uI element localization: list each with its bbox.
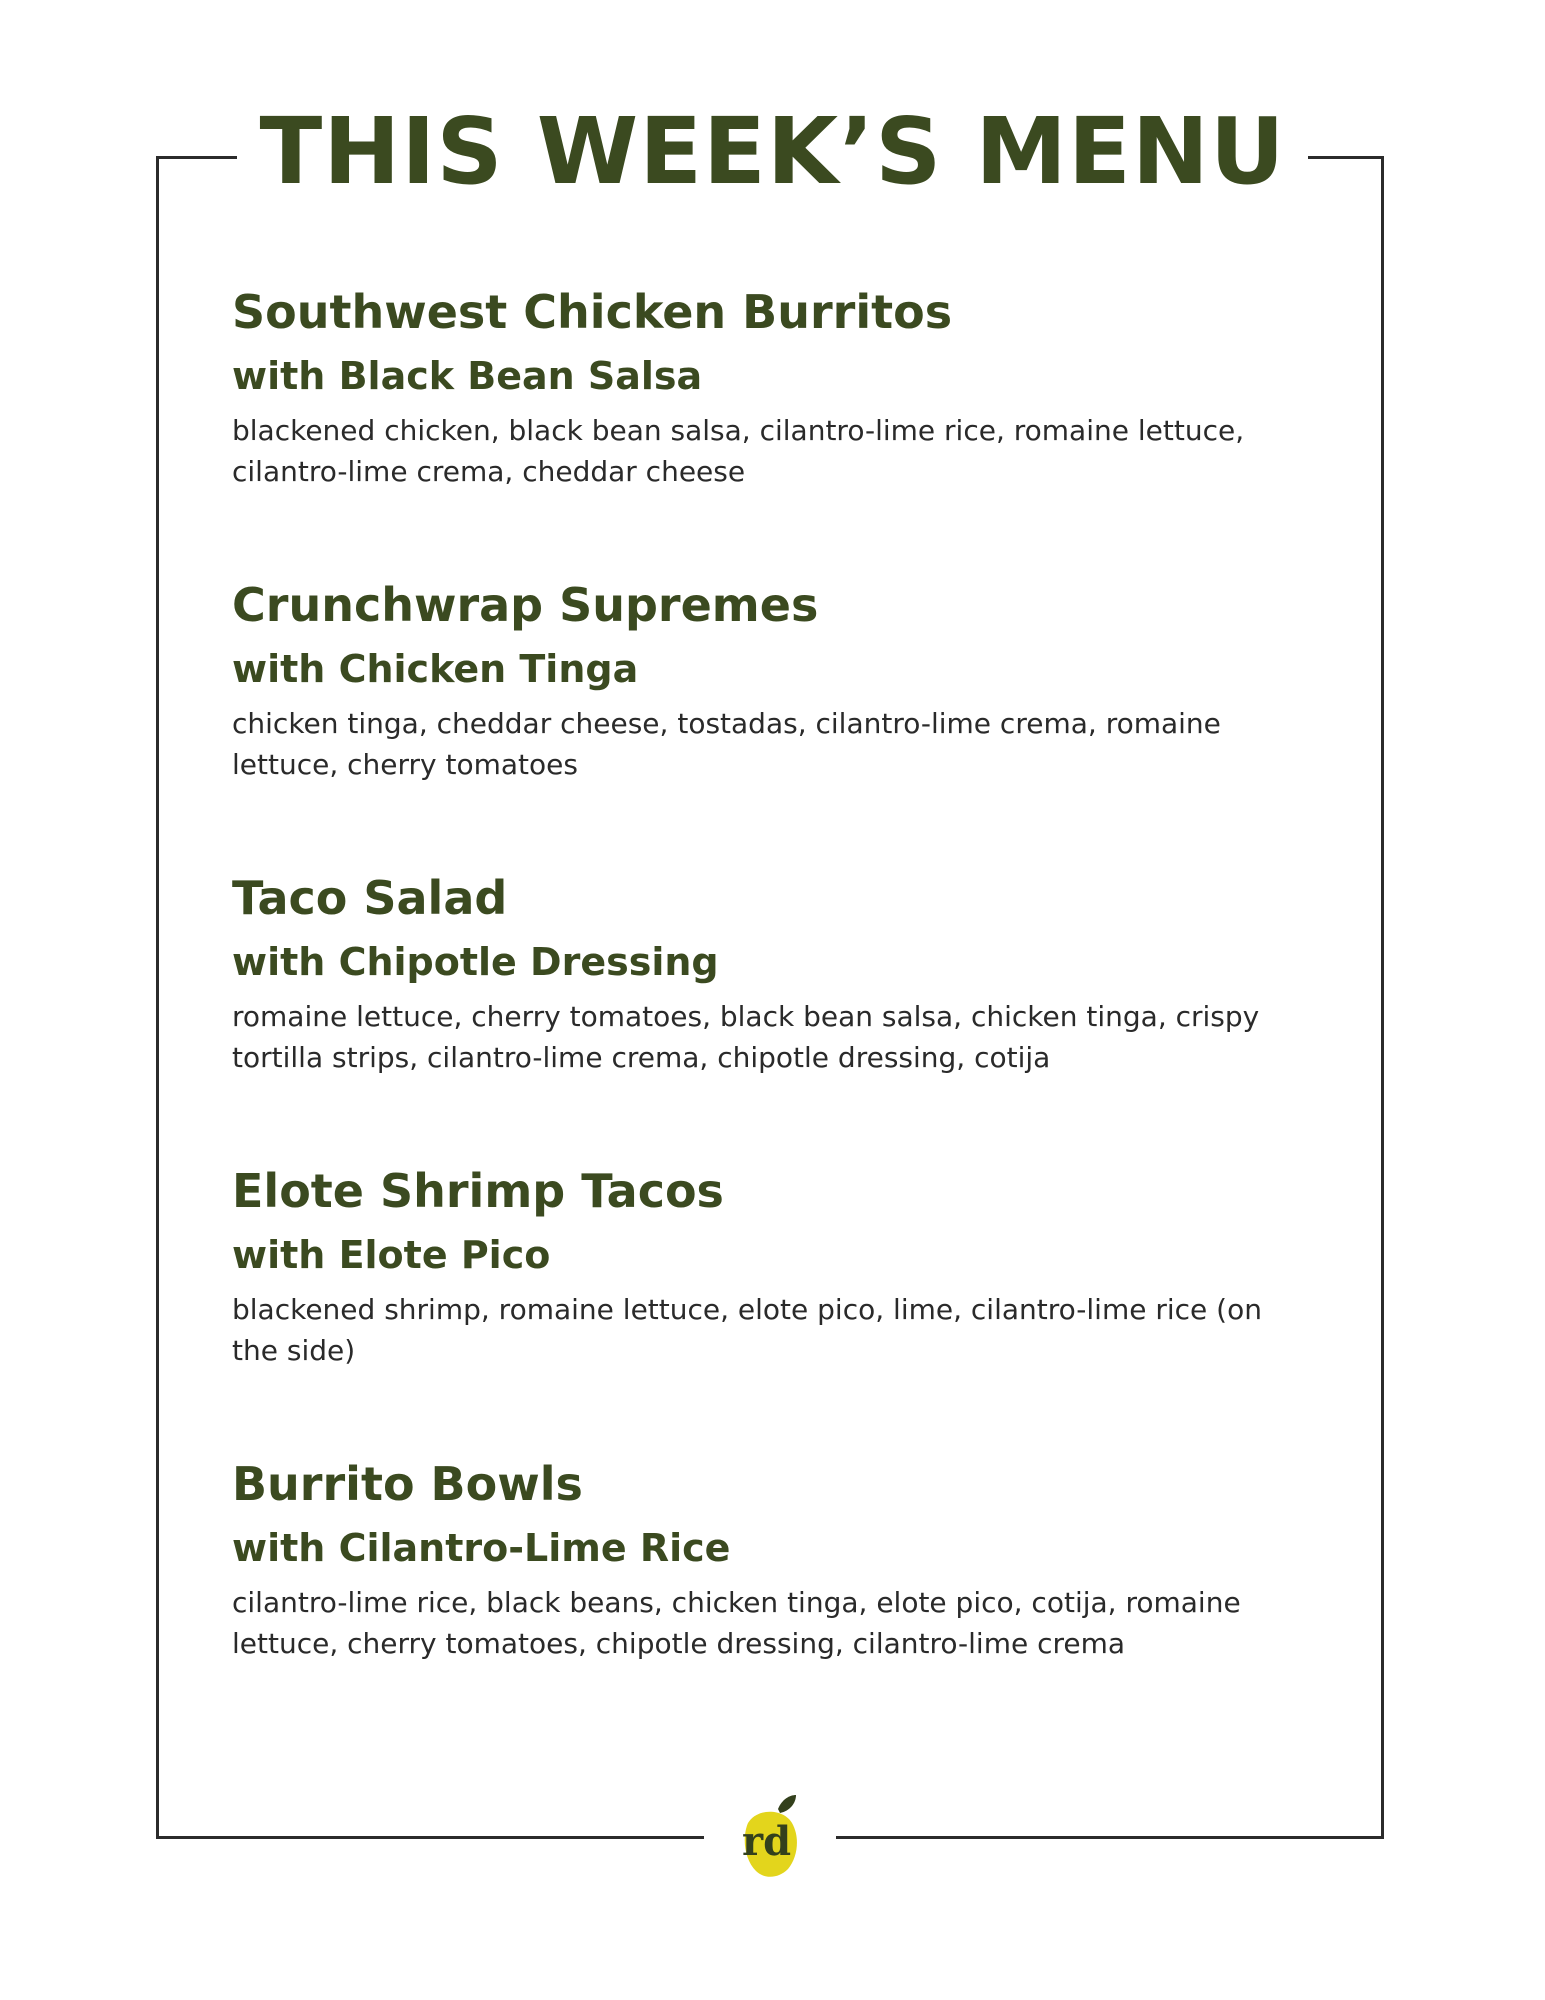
brand-logo [704, 1793, 836, 1883]
dish-name: Crunchwrap Supremes [232, 578, 819, 632]
menu-item [232, 1452, 1292, 1745]
lemon-logo-icon [734, 1793, 806, 1883]
dish-name: Elote Shrimp Tacos [232, 1164, 724, 1218]
dish-ingredients: blackened shrimp, romaine lettuce, elote pico, lime, cilantro-lime rice (on the side) [232, 1293, 1262, 1367]
logo-text: rd [742, 1818, 792, 1865]
dish-ingredients: romaine lettuce, cherry tomatoes, black bean salsa, chicken tinga, crispy tortilla strips, cilantro-lime crema, chipotle dressing, cotija [232, 1000, 1260, 1074]
dish-subtitle: with Chicken Tinga [232, 647, 639, 691]
dish-ingredients: cilantro-lime rice, black beans, chicken tinga, elote pico, cotija, romaine lettuce, cherry tomatoes, chipotle dressing, cilantro-lime crema [232, 1586, 1241, 1660]
dish-subtitle: with Black Bean Salsa [232, 354, 703, 398]
menu-list [232, 280, 1292, 1745]
dish-name: Taco Salad [232, 871, 508, 925]
page-title: THIS WEEK’S MENU [237, 92, 1307, 212]
dish-ingredients: blackened chicken, black bean salsa, cilantro-lime rice, romaine lettuce, cilantro-lime crema, cheddar cheese [232, 414, 1245, 488]
dish-subtitle: with Chipotle Dressing [232, 940, 719, 984]
menu-item [232, 280, 1292, 573]
dish-name: Burrito Bowls [232, 1457, 583, 1511]
dish-subtitle: with Cilantro-Lime Rice [232, 1526, 731, 1570]
dish-name: Southwest Chicken Burritos [232, 285, 953, 339]
menu-item [232, 1159, 1292, 1452]
menu-item [232, 573, 1292, 866]
menu-item [232, 866, 1292, 1159]
dish-subtitle: with Elote Pico [232, 1233, 551, 1277]
title-container [0, 92, 1545, 212]
dish-ingredients: chicken tinga, cheddar cheese, tostadas, cilantro-lime crema, romaine lettuce, cherry tomatoes [232, 707, 1221, 781]
